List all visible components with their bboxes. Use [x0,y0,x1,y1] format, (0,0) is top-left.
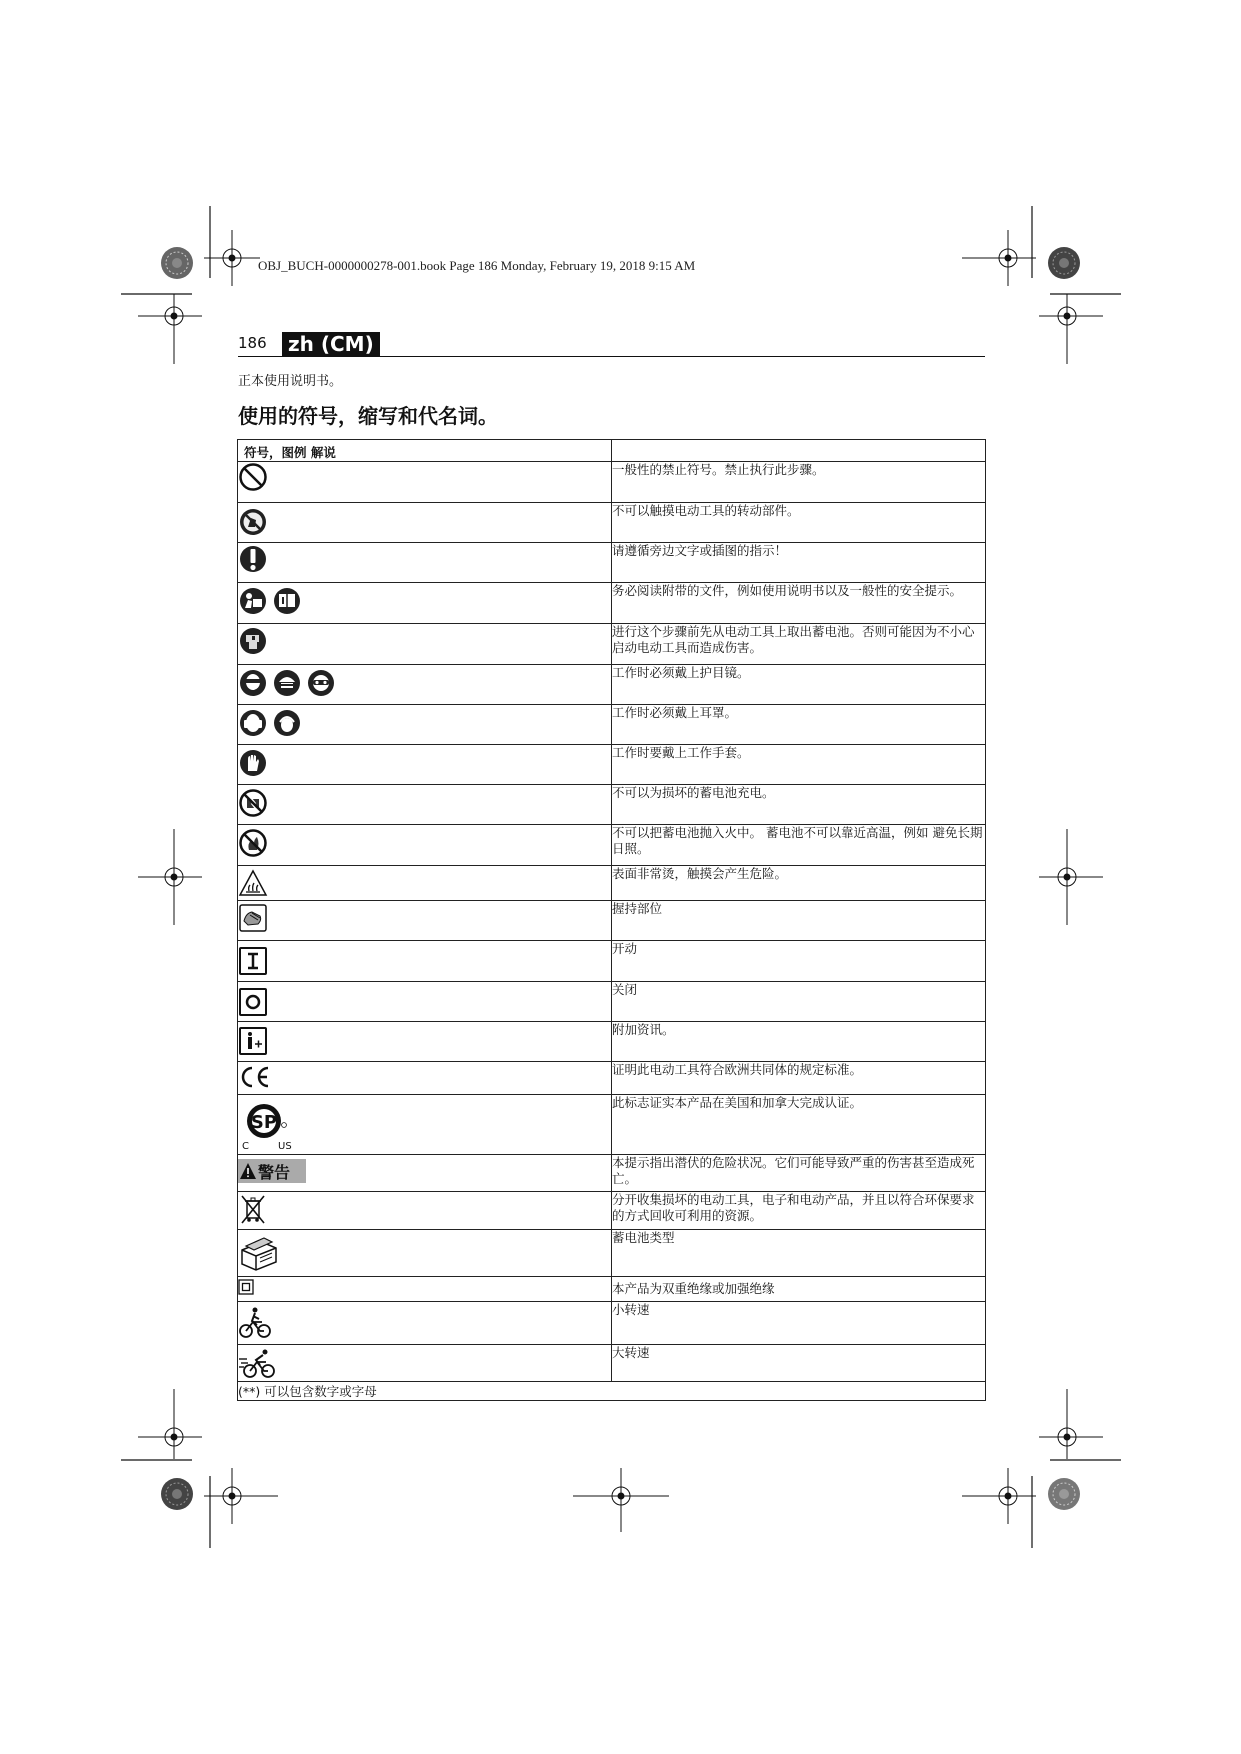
ear-muffs-icon [272,708,302,738]
row-description: 表面非常烫，触摸会产生危险。 [612,866,986,901]
table-header-row [238,440,986,462]
weee-bin-icon [238,1193,268,1225]
table-row [238,745,986,785]
row-description: 本产品为双重绝缘或加强绝缘 [612,1277,986,1302]
warning-label-icon [238,1159,306,1183]
table-row [238,1345,986,1382]
table-row [238,503,986,543]
row-description: 附加资讯。 [612,1022,986,1062]
grip-area-icon [238,903,268,933]
row-description: 关闭 [612,982,986,1022]
manual-book-icon [272,586,302,616]
remove-battery-icon [238,626,268,656]
table-row [238,825,986,866]
table-row [238,1095,986,1155]
header-rule [238,356,985,357]
goggles-icon [306,668,336,698]
table-row [238,624,986,665]
table-row [238,665,986,705]
table-row [238,705,986,745]
table-row [238,1230,986,1277]
row-description: 工作时必须戴上护目镜。 [612,665,986,705]
row-description: 本提示指出潜伏的危险状况。它们可能导致严重的伤害甚至造成死亡。 [612,1155,986,1192]
row-description: 蓄电池类型 [612,1230,986,1277]
table-header-empty [612,440,986,462]
page-number: 186 [238,334,267,352]
table-row [238,941,986,982]
symbols-table [237,439,986,1401]
table-row [238,1022,986,1062]
no-charge-damaged-battery-icon [238,788,268,818]
power-off-icon [238,987,268,1017]
row-description: 小转速 [612,1302,986,1345]
row-description: 务必阅读附带的文件，例如使用说明书以及一般性的安全提示。 [612,583,986,624]
csa-c-label: C [242,1141,249,1151]
power-on-icon [238,946,268,976]
row-description: 一般性的禁止符号。禁止执行此步骤。 [612,462,986,503]
table-row [238,1155,986,1192]
row-description: 工作时必须戴上耳罩。 [612,705,986,745]
table-row [238,1277,986,1302]
book-header: OBJ_BUCH-0000000278-001.book Page 186 Monday, February 19, 2018 9:15 AM [258,258,696,273]
exclamation-icon [238,543,268,575]
battery-type-icon [238,1232,280,1272]
language-badge: zh (CM) [282,332,380,356]
intro-note: 正本使用说明书。 [238,374,343,389]
table-header-cell: 符号，图例 解说 [238,440,612,462]
gloves-icon [238,748,268,778]
table-row [238,982,986,1022]
table-row [238,583,986,624]
face-shield-icon [238,668,268,698]
hot-surface-icon [238,869,268,897]
table-row [238,1192,986,1230]
high-speed-icon [238,1347,278,1379]
row-description: 大转速 [612,1345,986,1382]
table-row [238,866,986,901]
table-row [238,901,986,941]
row-description: 不可以把蓄电池抛入火中。 蓄电池不可以靠近高温，例如 避免长期日照。 [612,825,986,866]
csa-letters: SP [250,1112,278,1133]
row-description: 此标志证实本产品在美国和加拿大完成认证。 [612,1095,986,1155]
section-title: 使用的符号，缩写和代名词。 [238,404,498,428]
row-description: 开动 [612,941,986,982]
csa-us-label: US [278,1141,292,1151]
table-row [238,1062,986,1095]
row-description: 证明此电动工具符合欧洲共同体的规定标准。 [612,1062,986,1095]
read-manual-icon [238,586,268,616]
row-description: 工作时要戴上工作手套。 [612,745,986,785]
table-row [238,462,986,503]
safety-helmet-icon [272,668,302,698]
table-footnote: (**) 可以包含数字或字母 [238,1382,986,1401]
row-description: 握持部位 [612,901,986,941]
no-fire-battery-icon [238,828,268,858]
warning-label-text: 警告 [258,1163,291,1182]
table-row [238,543,986,583]
row-description: 不可以触摸电动工具的转动部件。 [612,503,986,543]
table-row [238,1302,986,1345]
double-insulation-icon [238,1279,254,1295]
info-icon [238,1026,268,1056]
row-description: 进行这个步骤前先从电动工具上取出蓄电池。否则可能因为不小心启动电动工具而造成伤害。 [612,624,986,665]
low-speed-icon [238,1304,272,1340]
ear-protection-icon [238,708,268,738]
no-touch-rotating-parts-icon [238,507,268,537]
ce-mark-icon [238,1064,272,1090]
table-row [238,785,986,825]
row-description: 分开收集损坏的电动工具，电子和电动产品，并且以符合环保要求的方式回收可利用的资源。 [612,1192,986,1230]
csa-certification-icon [238,1097,298,1151]
table-footnote-row [238,1382,986,1401]
prohibition-icon [238,462,268,492]
row-description: 请遵循旁边文字或插图的指示！ [612,543,986,583]
row-description: 不可以为损坏的蓄电池充电。 [612,785,986,825]
